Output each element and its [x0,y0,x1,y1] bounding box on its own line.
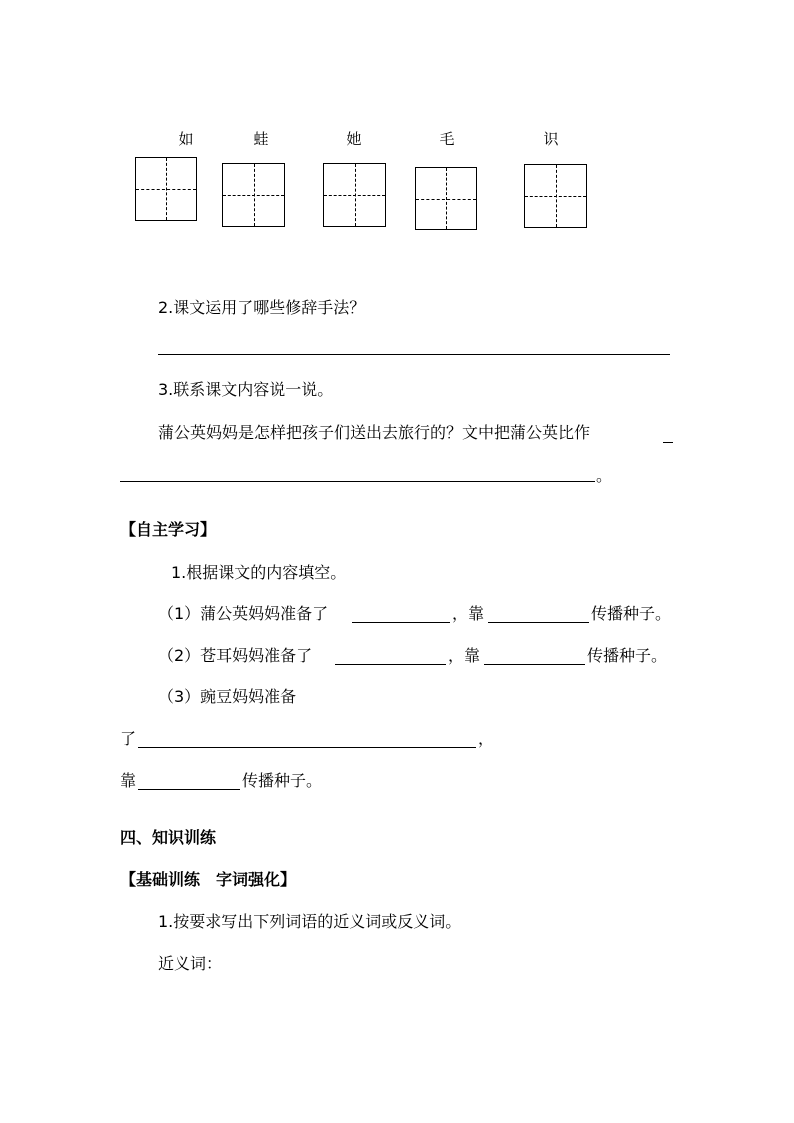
item2-blank-2[interactable] [484,664,585,665]
answer-line-q2[interactable] [158,354,670,355]
section-4-subheading: 【基础训练 字词强化】 [120,870,297,889]
question-2-text: 2.课文运用了哪些修辞手法？ [158,298,366,317]
item1-blank-1[interactable] [352,622,450,623]
item3-text-a: （3）豌豆妈妈准备 [158,687,297,706]
section-4-heading: 四、知识训练 [120,828,217,847]
writing-grid-box-3[interactable] [323,163,386,227]
item2-text-a: （2）苍耳妈妈准备了 [158,646,313,665]
char-label-3: 她 [346,130,362,148]
answer-line-q3-a[interactable] [663,442,673,443]
self-study-heading: 【自主学习】 [120,520,217,539]
question-3-prompt: 蒲公英妈妈是怎样把孩子们送出去旅行的？文中把蒲公英比作 [158,423,591,442]
item2-text-c: 传播种子。 [587,646,668,665]
item3-text-b: 了 [120,729,137,748]
char-label-2: 蛙 [253,130,269,148]
char-label-4: 毛 [439,130,455,148]
item2-text-b: ，靠 [448,646,481,665]
writing-grid-box-4[interactable] [415,167,477,230]
answer-line-q3-b[interactable] [120,481,595,482]
section-4-instruction: 1.按要求写出下列词语的近义词或反义词。 [158,912,462,931]
item1-text-a: （1）蒲公英妈妈准备了 [158,604,329,623]
question-3-title: 3.联系课文内容说一说。 [158,380,334,399]
writing-grid-box-1[interactable] [135,157,197,221]
char-label-1: 如 [178,130,194,148]
item3-text-c: ， [478,729,495,748]
self-study-instruction: 1.根据课文的内容填空。 [171,563,347,582]
item2-blank-1[interactable] [335,664,446,665]
char-label-5: 识 [543,130,559,148]
item3-blank-1[interactable] [138,747,476,748]
item1-text-c: 传播种子。 [591,604,672,623]
item3-blank-2[interactable] [138,789,240,790]
synonym-label: 近义词： [158,954,223,973]
item3-text-e: 传播种子。 [242,771,323,790]
writing-grid-box-2[interactable] [222,163,285,227]
writing-grid-box-5[interactable] [524,164,587,228]
item1-blank-2[interactable] [488,622,589,623]
item3-text-d: 靠 [120,771,137,790]
item1-text-b: ，靠 [452,604,485,623]
question-3-end-mark: 。 [596,466,613,485]
